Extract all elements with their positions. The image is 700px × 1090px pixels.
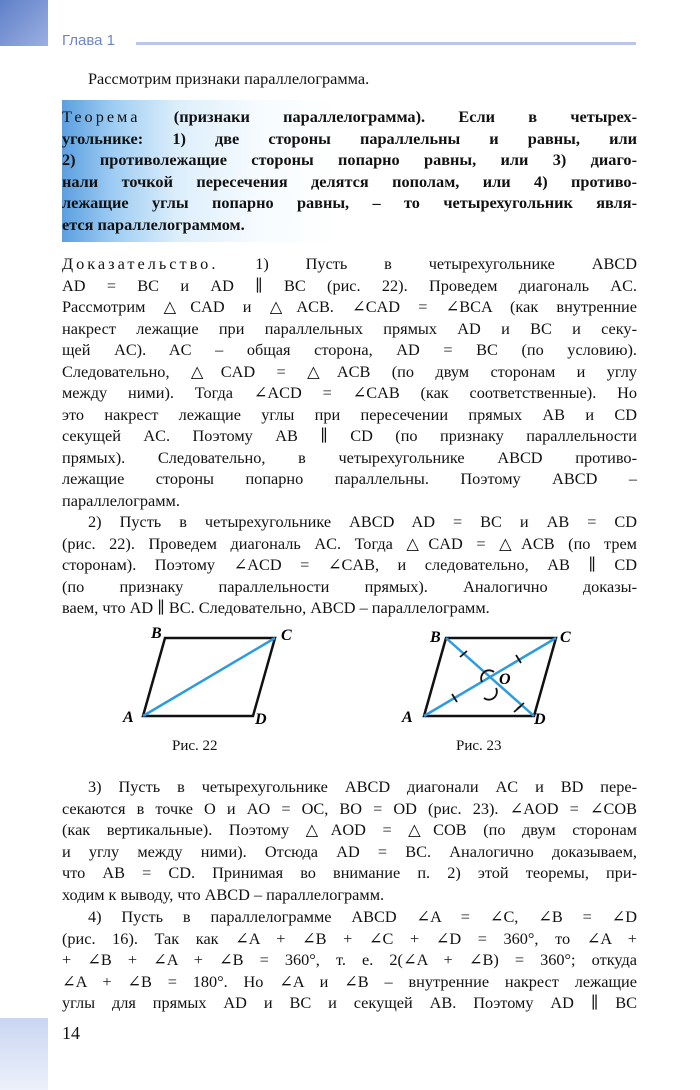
vertex-label-b: B — [151, 625, 162, 642]
proof-line: углы для прямых AD и BC и секущей AB. Поэтому AD ∥ BC — [62, 993, 637, 1012]
page-number: 14 — [62, 1023, 80, 1043]
proof-line: AD = BC и AD ∥ BC (рис. 22). Проведем диагональ AC. — [62, 275, 637, 295]
proof-line: секаются в точке O и AO = OC, BO = OD (рис. 23). ∠AOD = ∠COB — [62, 798, 637, 818]
proof-line: (как вертикальные). Поэтому △AOD = △COB (по двум сторонам — [62, 820, 637, 839]
proof-line: параллелограмм. — [62, 490, 180, 510]
header-rule — [136, 42, 636, 45]
vertex-label-c: C — [560, 629, 571, 646]
proof-line: Доказательство. 1) Пусть в четырехугольнике ABCD — [62, 254, 637, 273]
vertex-label-d: D — [255, 711, 267, 728]
vertex-label-a: A — [402, 709, 413, 726]
theorem-line: угольнике: 1) две стороны параллельны и равны, или — [62, 128, 637, 148]
proof-line: 3) Пусть в четырехугольнике ABCD диагонали AC и BD пере- — [88, 777, 637, 796]
proof-line: ваем, что AD ∥ BC. Следовательно, ABCD – параллелограмм. — [62, 598, 490, 617]
angle-arc — [484, 688, 497, 700]
center-label-o: O — [499, 671, 511, 688]
proof-line: 2) Пусть в четырехугольнике ABCD AD = BC и AB = CD — [88, 512, 637, 531]
figure-23-caption: Рис. 23 — [456, 738, 502, 754]
proof-line: (рис. 22). Проведем диагональ AC. Тогда △CAD = △ACB (по трем — [62, 533, 637, 553]
figure-22 — [115, 622, 315, 732]
theorem-line: 2) противолежащие стороны попарно равны, или 3) диаго- — [62, 150, 637, 169]
proof-line: между ними). Тогда ∠ACD = ∠CAB (как соответственные). Но — [62, 383, 637, 402]
theorem-line: нали точкой пересечения делятся пополам, или 4) противо- — [62, 171, 637, 191]
vertex-label-c: C — [281, 627, 292, 644]
corner-decoration-bottom — [0, 1018, 48, 1090]
proof-line: сторонам). Поэтому ∠ACD = ∠CAB, и следовательно, AB ∥ CD — [62, 555, 637, 574]
vertex-label-d: D — [534, 711, 546, 728]
figure-23 — [398, 622, 598, 732]
intro-line: Рассмотрим признаки параллелограмма. — [88, 69, 370, 88]
diagonal-bd — [446, 638, 534, 716]
proof-line: 4) Пусть в параллелограмме ABCD ∠A = ∠C, ∠B = ∠D — [88, 907, 637, 926]
proof-line: ∠A + ∠B = 180°. Но ∠A и ∠B – внутренние накрест лежащие — [62, 971, 637, 991]
proof-line: Следовательно, △CAD = △ACB (по двум сторонам и углу — [62, 361, 637, 381]
vertex-label-b: B — [430, 629, 441, 646]
proof-line: (по признаку параллельности прямых). Аналогично доказы- — [62, 576, 637, 596]
corner-decoration-top — [0, 0, 48, 46]
proof-line: щей AC). AC – общая сторона, AD = BC (по условию). — [62, 340, 637, 359]
proof-line: прямых). Следовательно, в четырехугольнике ABCD противо- — [62, 447, 637, 467]
proof-line: лежащие стороны попарно параллельны. Поэтому ABCD – — [62, 469, 637, 488]
vertex-label-a: A — [123, 709, 134, 726]
proof-line: Рассмотрим △CAD и △ACB. ∠CAD = ∠BCA (как внутренние — [62, 297, 637, 316]
proof-line: секущей AC. Поэтому AB ∥ CD (по признаку параллельности — [62, 426, 637, 445]
proof-line: (рис. 16). Так как ∠A + ∠B + ∠C + ∠D = 360°, то ∠A + — [62, 928, 637, 948]
theorem-line: Теорема (признаки параллелограмма). Если в четырех- — [62, 107, 637, 126]
theorem-line: ется параллелограммом. — [62, 214, 245, 234]
proof-line: и углу между ними). Отсюда AD = BC. Аналогично доказываем, — [62, 841, 637, 861]
proof-line: ходим к выводу, что ABCD – параллелограмм. — [62, 884, 385, 904]
proof-line: это накрест лежащие углы при пересечении прямых AB и CD — [62, 404, 637, 424]
theorem-line: лежащие углы попарно равны, – то четырехугольник явля- — [62, 193, 637, 212]
chapter-header: Глава 1 — [62, 32, 116, 49]
proof-line: накрест лежащие при параллельных прямых AD и BC и секу- — [62, 318, 637, 338]
figure-22-caption: Рис. 22 — [172, 738, 218, 754]
proof-line: что AB = CD. Принимая во внимание п. 2) этой теоремы, при- — [62, 863, 637, 882]
proof-line: + ∠B + ∠A + ∠B = 360°, т. е. 2(∠A + ∠B) = 360°; откуда — [62, 950, 637, 969]
